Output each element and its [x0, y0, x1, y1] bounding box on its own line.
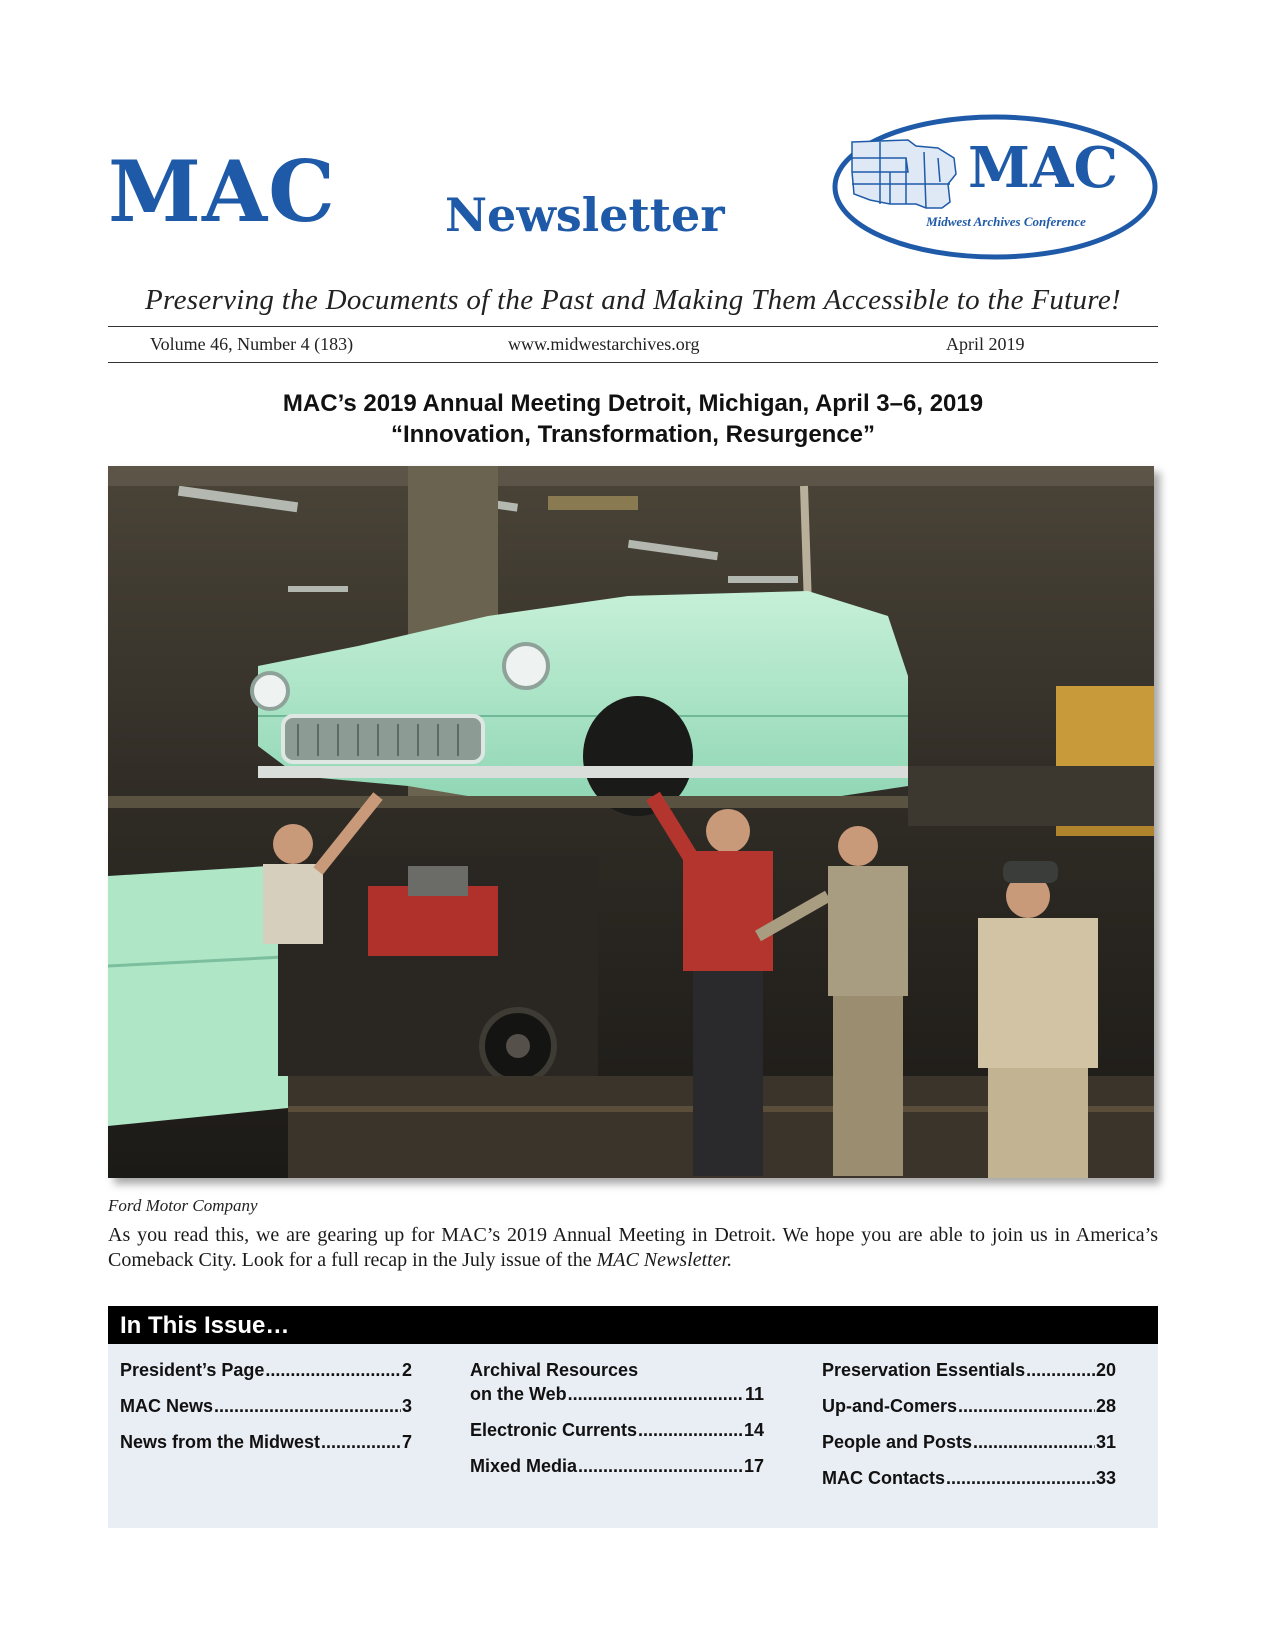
volume-info: Volume 46, Number 4 (183)	[150, 334, 354, 354]
toc-item[interactable]: on the Web ..... 11	[470, 1382, 764, 1406]
toc-item-label-line1[interactable]: Archival Resources	[470, 1360, 639, 1380]
assembly-line-image	[108, 466, 1154, 1178]
photo-caption: Ford Motor Company	[108, 1196, 258, 1215]
toc-item[interactable]: Electronic Currents ..... 14	[470, 1418, 764, 1442]
toc-item[interactable]: President’s Page ..... 2	[120, 1358, 412, 1382]
website-url[interactable]: www.midwestarchives.org	[508, 334, 700, 354]
midwest-map-icon	[852, 140, 956, 208]
logo-mac-text: MAC	[968, 135, 1119, 201]
info-bar	[108, 334, 1158, 358]
lead-text: As you read this, we are gearing up for MAC’s 2019 Annual Meeting in Detroit. We hope you are able to join us in America’s Comeback City. Look for a full recap in the July issue of the	[108, 1224, 1158, 1271]
lead-italic: MAC Newsletter.	[596, 1249, 733, 1271]
headline-line1: MAC’s 2019 Annual Meeting Detroit, Michigan, April 3–6, 2019	[282, 390, 984, 417]
toc-item[interactable]: Up-and-Comers ..... 28	[822, 1394, 1116, 1418]
toc-item[interactable]: People and Posts ..... 31	[822, 1430, 1116, 1454]
masthead-newsletter: Newsletter	[445, 188, 725, 242]
toc-item[interactable]: News from the Midwest ..... 7	[120, 1430, 412, 1454]
toc-item[interactable]: Mixed Media ..... 17	[470, 1454, 764, 1478]
tagline: Preserving the Documents of the Past and Making Them Accessible to the Future!	[145, 284, 1121, 316]
bottom-rule	[108, 362, 1158, 363]
in-this-issue-title: In This Issue…	[120, 1312, 290, 1339]
masthead-mac: MAC	[108, 142, 337, 241]
headline-line2: “Innovation, Transformation, Resurgence”	[390, 421, 876, 448]
lead-paragraph	[108, 1223, 1158, 1273]
cover-photo	[108, 466, 1154, 1178]
toc-item[interactable]: Preservation Essentials ..... 20	[822, 1358, 1116, 1382]
issue-date: April 2019	[946, 334, 1025, 354]
toc-item[interactable]: MAC News ..... 3	[120, 1394, 412, 1418]
top-rule	[108, 326, 1158, 327]
headline	[108, 388, 1158, 450]
logo-subtitle: Midwest Archives Conference	[926, 214, 1086, 229]
toc-item[interactable]: MAC Contacts ..... 33	[822, 1466, 1116, 1490]
